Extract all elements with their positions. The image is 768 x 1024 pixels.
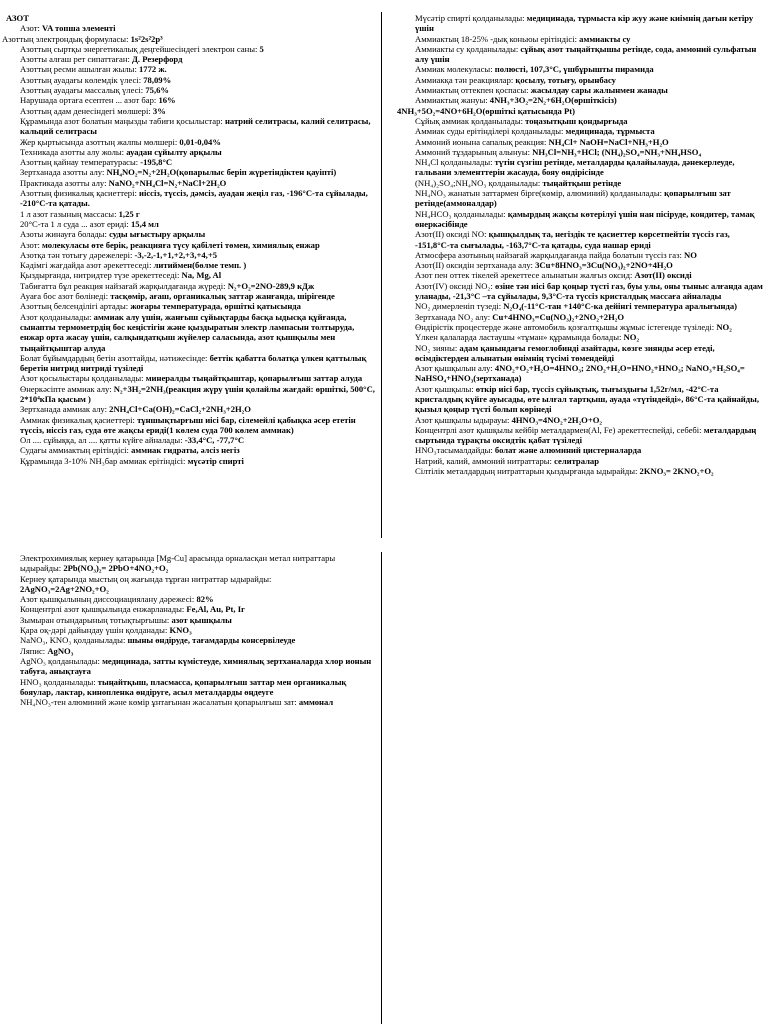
fact-line [2,353,378,374]
fact-line [397,44,763,65]
fact-label: Табиғатта бұл реакция найзағай жарқылдағанда жүреді: [20,280,228,291]
fact-value: қышқылдық та, негіздік те қасиеттер көрсетпейтін түссіз газ, -151,8°C-та сығылады, -163,7°C-та қатады, суда нашар ериді [415,229,730,250]
fact-label: Техникада азотты алу жолы: [20,146,127,157]
fact-line [397,332,763,342]
fact-label: Зымыран отындарының тотықтырғышы: [20,614,172,625]
fact-value: NH₄NO₂=N₂+2H₂O(қопарылыс беріп жүретіндіктен қауіпті) [106,167,337,178]
fact-line [397,209,763,230]
fact-value: полюсті, 107,3°C, үшбұрышты пирамида [494,64,654,75]
fact-label: Азот(IV) оксиді NO₂: [415,280,495,291]
fact-label: NH₄NO₃ жанатын заттармен бірге(көмір, алюминий) қолданылады: [415,188,665,199]
fact-value: тұншықтырғыш иісі бар, сілемейлі қабықка әсер ететін түссіз, иіссіз газ, суда өте жақсы ериді(1 көлем суда 700 көлем аммиак) [20,414,356,435]
fact-value: литиймен(бөлме темп. ) [153,260,247,271]
fact-line [397,85,763,95]
fact-line [2,13,378,23]
fact-line [2,209,378,219]
fact-line [2,574,378,584]
fact-label: Құрамында азот болатын маңызды табиғи қосылыстар: [20,115,225,126]
fact-line [2,34,378,44]
fact-line [2,584,378,594]
fact-line [2,635,378,645]
fact-line [2,270,378,280]
fact-line [2,116,378,137]
column-divider-top [381,12,382,538]
fact-label: Аммиакқа тән реакциялар: [415,74,516,85]
fact-value: 2KNO₃= 2KNO₂+O₂ [639,466,714,477]
fact-value: NO₂ [716,321,732,332]
fact-label: AgNO₃ қолданылады: [20,655,103,666]
column-left-top [2,13,378,466]
fact-label: Атмосфера азотының найзағай жарқылдағанда пайда болатын түссіз газ: [415,249,685,260]
fact-value: Cu+4HNO₃=Cu(NO₃)₂+2NO₂+2H₂O [492,311,625,322]
fact-label: Өнеркәсіпте аммиак алу: [20,383,114,394]
fact-label: Азот: [20,239,43,250]
fact-label: Ауаға бос азот бөлінеді: [20,291,111,302]
fact-label: Аммиакты су қолданылады: [415,43,521,54]
fact-label: Судағы аммиактың ерітіндісі: [20,445,132,456]
fact-line [2,553,378,574]
fact-line [2,456,378,466]
fact-value: тыңайтқыш ретінде [542,177,622,188]
fact-value: мүсәтір спирті [187,455,244,466]
fact-value: 75,6% [145,85,169,96]
fact-label: (NH₄)₂SO₄;NH₄NO₃ қолданылады: [415,177,543,188]
fact-value: азот қышқылы [171,614,232,625]
fact-label: Ол .... сұйыққа, ал .... қатты күйге айналады: [20,435,185,446]
fact-value: 1772 ж. [138,64,167,75]
fact-line [397,466,763,476]
fact-value: аммиак алу үшін, жанғыш сұйықтарды басқа ыдысқа құйғанда, сынапты термометрдің бос кеңістігін және қыздыратын электр лампасын толтыруда, енжар орта жасау үшін, салқындатқыш жүйелер саласында, азот қышқылы мен тыңайтқыштар алуда [20,311,355,353]
fact-line [397,137,763,147]
fact-value: 0,01-0,04% [179,136,221,147]
fact-label: Натрий, калий, аммоний нитраттары: [415,455,555,466]
fact-value: 3Cu+8HNO₃=3Cu(NO₃)₂+2NO+4H₂O [535,260,673,271]
fact-value: 2AgNO₃=2Ag+2NO₂+O₂ [20,583,109,594]
fact-label: Аммоний ионына сапалық реакция: [415,136,549,147]
fact-label: Аммиак молекуласы: [415,64,495,75]
fact-label: NH₄NO₃-тен алюминий және көмір ұнтағынан жасалатын қопарылғыш зат: [20,697,299,708]
fact-label: Зертханада азотты алу: [20,167,107,178]
fact-label: Азоттың ауадағы массалық үлесі: [20,85,146,96]
fact-line [2,291,378,301]
fact-line [397,188,763,209]
fact-label: Азотқа тән тотығу дәрежелері: [20,249,135,260]
fact-line [397,445,763,455]
fact-value: ауадан сұйылту арқылы [126,146,222,157]
fact-label: Азот: [20,23,43,34]
fact-value: 78,09% [143,74,172,85]
fact-line [2,281,378,291]
fact-line [397,312,763,322]
fact-line [2,95,378,105]
fact-label: Аммиак физикалық қасиеттері: [20,414,138,425]
fact-line [2,604,378,614]
fact-value: 4NO₂+O₂+H₂O=4HNO₃; 2NO₂+H₂O=HNO₂+HNO₃; NaNO₃+H₂SO₄= NaHSO₄+HNO₃(зертханада) [415,363,745,384]
fact-label: Концентрлі азот қышқылы кейбір металдармен(Al, Fe) әрекеттеспейді, себебі: [415,424,704,435]
fact-label: Қыздырғанда, нитридтер түзе әрекеттеседі: [20,270,182,281]
fact-line [2,301,378,311]
fact-line [397,384,763,415]
fact-label: Сілтілік металдардың нитраттарын қыздырғанда ыдырайды: [415,466,640,477]
fact-line [2,615,378,625]
fact-line [2,137,378,147]
fact-value: тыңайтқыш, пласмасса, қопарылғыш заттар мен органикалық бояулар, лактар, кинопленка өндіруге, асыл металдарды өңдеуге [20,676,347,697]
fact-value: иіссіз, түссіз, дәмсіз, ауадан жеңіл газ, -196°C-та сұйылады, -210°C-та қатады. [20,188,368,209]
fact-label: Азот қышқылы ыдырауы: [415,414,512,425]
fact-label: Азоттың ауадағы көлемдік үлесі: [20,74,144,85]
fact-label: Электрохимиялық кернеу қатарында [Mg-Cu] арасында орналасқан метал нитраттары ыдырайды: [20,553,336,574]
fact-value: қамырдың жақсы көтерілуі үшін нан пісіруде, кондитер, тамақ өнеркәсібінде [415,208,755,229]
fact-label: Болат бұйымдардың бетін азоттайды, нәтижесінде: [20,352,210,363]
fact-label: Аммиактың жануы: [415,95,490,106]
fact-value: NO₂ [623,332,640,343]
fact-value: медицинада, тұрмыста кір жуу және киімнің дағын кетіру үшін [415,13,754,34]
fact-label: Азот қосылыстары қолданылады: [20,373,146,384]
column-right-top [397,13,763,476]
fact-value: 4NH₃+5O₂=4NO+6H₂O(өршіткі қатысында Pt) [397,105,575,116]
fact-value: металдардың сыртында тұрақты оксидтік қабат түзіледі [415,424,757,446]
column-left-bottom [2,553,378,707]
fact-value: 2NH₄Cl+Ca(OH)₂=CaCl₂+2NH₃+2H₂O [109,404,251,415]
fact-value: 4NH₃+3O₂=2N₂+6H₂O(өршіткісіз) [489,95,617,106]
fact-label: Зертханада NO₂ алу: [415,311,493,322]
fact-value: сұйық азот тыңайтқышы ретінде, сода, аммоний сульфатын алу үшін [415,43,757,65]
fact-label: NH₄Cl қолданылады: [415,157,495,168]
fact-line [397,281,763,302]
fact-line [2,188,378,209]
fact-line [397,157,763,178]
fact-value: минералды тыңайтқыштар, қопарылғыш заттар алуда [145,373,363,384]
fact-label: Азоттың белсенділігі артады: [20,301,131,312]
fact-line [2,594,378,604]
fact-line [2,625,378,635]
fact-label: Аммиактың оттекпен қоспасы: [415,85,531,96]
fact-line [397,415,763,425]
fact-label: Азот қышқылы: [415,383,476,394]
fact-label: Концентрлі азот қышқылында енжарланады: [20,604,187,615]
fact-label: Өндірістік процестерде және автомобиль қозғалтқышы жұмыс істегенде түзіледі: [415,321,717,332]
fact-label: Азот қолданылады: [20,311,94,322]
fact-label: NaNO₃, KNO₃ қолданылады: [20,635,128,646]
fact-label: Азоттың электрондық формуласы: [2,33,131,44]
fact-line [397,229,763,250]
fact-label: Кәдімгі жағдайда азот әрекеттеседі: [20,260,154,271]
fact-value: -195,8°C [140,157,173,168]
fact-value: адам қанындағы гемоглобинді азайтады, көзге зиянды әсер етеді, өсімдіктерден алынатын өнімнің түсімі төмендейді [415,342,715,363]
fact-line [397,343,763,364]
fact-value: VA топша элементі [42,23,116,34]
fact-value: жасылдау сары жалынмен жанады [530,85,668,96]
fact-value: натрий селитрасы, калий селитрасы, кальций селитрасы [20,115,371,137]
column-divider-bottom [381,552,382,1024]
fact-line [2,54,378,64]
fact-line [2,312,378,353]
fact-line [397,178,763,188]
fact-line [2,373,378,383]
fact-value: беттік қабатта болатқа үлкен қаттылық беретін нитрид нитридi түзіледі [20,352,367,374]
fact-value: тоңазытқыш қондырғыда [525,115,628,126]
fact-value: 4HNO₃=4NO₂+2H₂O+O₂ [511,414,602,425]
fact-line [397,322,763,332]
fact-label: Азоттың физикалық қасиеттері: [20,188,140,199]
fact-value: Fe,Al, Au, Pt, Ir [186,604,245,615]
fact-line [397,95,763,105]
fact-label: NO₂ зияны: [415,342,460,353]
fact-value: -33,4°C, -77,7°C [184,435,245,446]
fact-value: Na, Mg, Al [181,270,222,281]
fact-line [2,677,378,698]
fact-value: медицинада, затты күмістеуде, химиялық зертханаларда хлор ионын табуға, анықтауға [20,655,372,677]
fact-label: Үлкен қалаларда ластаушы «тұман» құрамында болады: [415,332,624,343]
fact-value: NH₃Cl=NH₃+HCl; (NH₄)₂SO₄=NH₃+NH₄HSO₄ [532,146,702,157]
fact-value: NaNO₂+NH₄Cl=N₂+NaCl+2H₂O [108,177,227,188]
fact-label: Азотты алғаш рет сипаттаған: [20,54,132,65]
fact-line [2,656,378,677]
fact-line [397,106,763,116]
fact-line [397,260,763,270]
fact-line [2,178,378,188]
fact-value: селитралар [554,455,599,466]
fact-value: тасқөмір, ағаш, органикалық заттар жанғанда, шірігенде [110,291,335,302]
fact-label: NO₂ димерленіп түзеді: [415,301,504,312]
fact-value: суды ығыстыру арқылы [109,229,206,240]
fact-label: Азот пен оттек тікелей әрекеттесе алынатын жалғыз оксид: [415,270,635,281]
fact-value: 2Pb(NO₃)₂= 2PbO+4NO₂+O₂ [63,563,169,574]
fact-line [2,404,378,414]
fact-line [397,301,763,311]
fact-line [397,363,763,384]
fact-line [2,85,378,95]
fact-line [397,75,763,85]
fact-line [397,425,763,446]
fact-label: Азот қышқылының диссоциациялану дәрежесі: [20,594,197,605]
fact-value: 82% [196,594,214,605]
fact-label: Мүсәтір спирті қолданылады: [415,13,527,23]
fact-label: Аммиактың 18-25% -дық коньюы ерітіндісі: [415,33,580,44]
fact-value: 1,25 г [118,208,140,219]
fact-line [2,384,378,405]
fact-line [397,64,763,74]
fact-value: KNO₃ [169,625,192,636]
fact-value: NO [684,249,697,260]
fact-value: аммонал [298,697,334,708]
fact-label: Азоты жинауға болады: [20,229,110,240]
fact-line [2,445,378,455]
fact-line [397,34,763,44]
fact-line [397,270,763,280]
fact-value: -3,-2,-1,+1,+2,+3,+4,+5 [134,249,218,260]
fact-line [2,64,378,74]
fact-value: 15,4 мл [130,218,159,229]
fact-line [397,126,763,136]
fact-value: өткір иісі бар, түссіз сұйықтық, тығыздығы 1,52г/мл, -42°C-та кристалдық күйге ауысады, өте ылғал тартқыш, ауада «түтіндейді», 86°C-та қайнайды, қызыл қоңыр түсті болып көрінеді [415,383,759,415]
fact-label: Азоттың адам денесіндегі мөлшері: [20,105,153,116]
fact-line [2,646,378,656]
fact-label: Аммоний тұздарының алынуы: [415,146,533,157]
fact-value: қопарылғыш зат ретінде(аммоналдар) [415,188,731,209]
fact-value: аммиак гидраты, әлсіз негіз [131,445,240,456]
fact-line [2,23,378,33]
fact-line [2,260,378,270]
fact-value: болат және алюминий цистерналарда [494,445,642,456]
fact-value: 3% [152,105,166,116]
fact-value: жоғары температурада, өршіткі қатысында [130,301,301,312]
fact-label: HNO₃ қолданылады: [20,676,98,687]
fact-line [2,44,378,54]
fact-line [2,106,378,116]
fact-value: N₂+3H₂=2NH₃(реакция жүру үшін қолайлы жағдай: өршіткі, 500°C, 2*10⁴кПа қысым ) [20,383,375,404]
fact-label: NH₄HCO₃ қолданылады: [415,208,508,219]
fact-value: медицинада, тұрмыста [565,126,655,137]
fact-value: AgNO₃ [47,645,74,656]
fact-value: 1s²2s²2p³ [130,33,163,44]
fact-value: түтін сүзгіш ретінде, металдарды қалайылауда, дәнекерлеуде, гальвани элементтерін жасауда, бояу өндірісінде [415,157,735,178]
fact-line [2,435,378,445]
fact-label: Азот(II) оксидін зертханада алу: [415,260,536,271]
fact-value: 16% [158,95,176,106]
fact-label: Зертханада аммиак алу: [20,404,110,415]
fact-label: Нарушада ортаға есептен ... азот бар: [20,95,159,106]
fact-line [2,167,378,177]
fact-line [2,250,378,260]
fact-value: 5 [259,43,264,54]
fact-value: шыны өндіруде, тағамдарды консервілеуде [127,635,296,646]
fact-line [397,116,763,126]
fact-label: Практикада азотты алу: [20,177,109,188]
fact-label: Азоттың сыртқы энергетикалық деңгейшесіндегі электрон саны: [20,43,260,54]
fact-label: АЗОТ [6,13,29,23]
fact-label: Азот қышқылын алу: [415,363,495,374]
fact-label: Жер қыртысында азоттың жалпы мөлшері: [20,136,180,147]
fact-value: қосылу, тотығу, орынбасу [515,74,616,85]
fact-line [2,75,378,85]
fact-line [2,240,378,250]
fact-label: Азот(II) оксиді NO: [415,229,489,240]
fact-line [2,697,378,707]
fact-line [2,219,378,229]
fact-value: N₂O₄(-11°C-тан +140°C-ка дейінгі температура аралығында) [503,301,738,312]
fact-line [397,13,763,34]
fact-value: аммиакты су [579,33,631,44]
fact-value: N₂+O₂=2NO-289,9 кДж [227,280,315,291]
fact-label: Азоттың қайнау температурасы: [20,157,141,168]
fact-line [2,415,378,436]
fact-value: NH₄Cl+ NaOH=NaCl+NH₃+H₂O [548,136,669,147]
fact-line [2,157,378,167]
fact-label: HNO₃тасымалдайды: [415,445,495,456]
fact-label: Қара оқ-дәрі дайындау үшін қолданады: [20,625,170,636]
fact-value: өзіне тән иісі бар қоңыр түсті газ, буы улы, оны тыныс алғанда адам уланады, -21,3°C –та сұйылады, 9,3°C-та түссіз кристалдық массаға айналады [415,280,763,302]
fact-label: Құрамында 3-10% NH₃бар аммиак ерітіндісі: [20,455,188,466]
fact-label: Азоттың ресми ашылған жылы: [20,64,139,75]
fact-line [397,250,763,260]
fact-label: Кернеу қатарында мыстың оң жағында тұрған нитраттар ыдырайды: [20,573,272,584]
fact-label: Сұйық аммиак қолданылады: [415,115,526,126]
fact-label: Ляпис: [20,645,48,656]
fact-value: Д. Резерфорд [131,54,183,65]
fact-label: Аммиак суды ерітінділері қолданылады: [415,126,566,137]
fact-label: 20°C-та 1 л суда ... азот ериді: [20,218,131,229]
fact-line [397,147,763,157]
fact-value: Азот(II) оксиді [634,270,692,281]
fact-value: молекуласы өте берік, реакцияға түсу қабілеті төмен, химиялық енжар [42,239,320,250]
fact-line [2,229,378,239]
fact-line [2,147,378,157]
fact-line [397,456,763,466]
fact-label: 1 л азот газының массасы: [20,208,119,219]
